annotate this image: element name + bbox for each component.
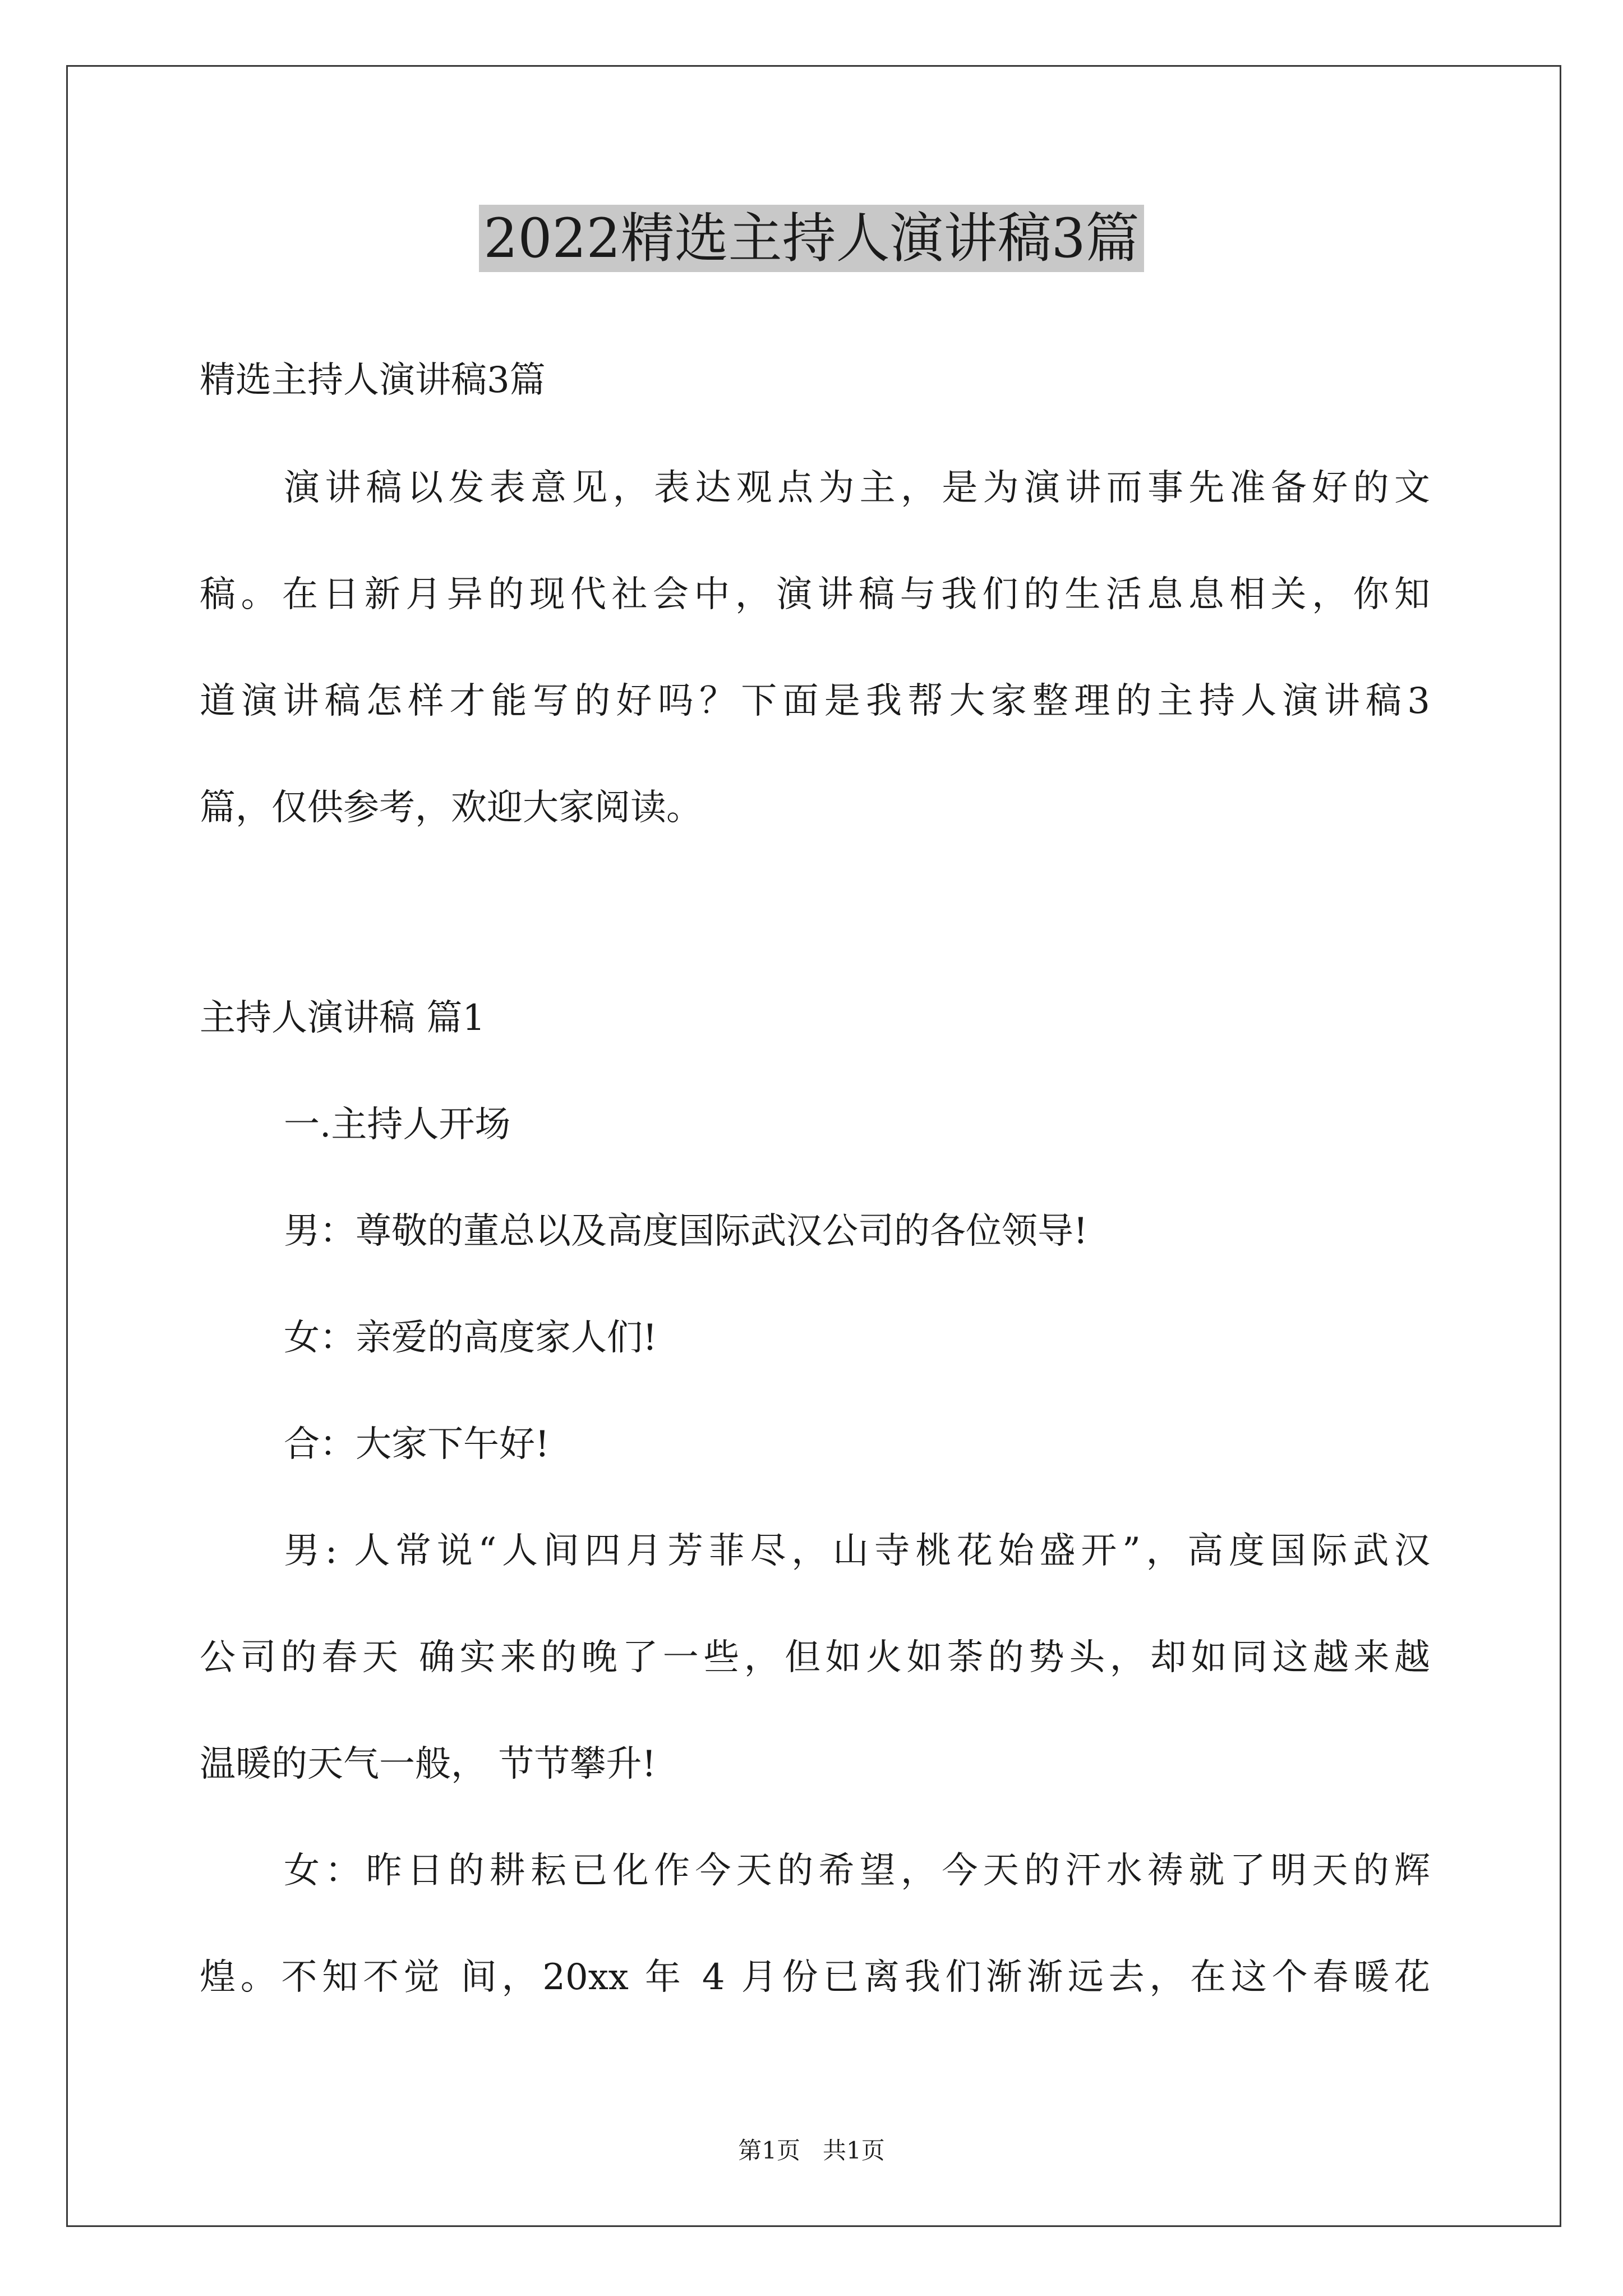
document-title <box>0 202 1623 275</box>
body-line-8: 煌。不知不觉 间，20xx 年 4 月份已离我们渐渐远去，在这个春暖花 <box>200 1957 1430 1998</box>
page-footer: 第1页 共1页 <box>738 2137 885 2164</box>
subheading: 一.主持人开场 <box>284 1104 511 1145</box>
body-line-4: 男: 人常说“人间四月芳菲尽，山寺桃花始盛开”，高度国际武汉 <box>284 1530 1430 1572</box>
body-line-6: 温暖的天气一般， 节节攀升! <box>200 1743 657 1785</box>
body-line-2: 女：亲爱的高度家人们! <box>284 1317 657 1359</box>
body-line-3: 合：大家下午好! <box>284 1424 550 1465</box>
document-subtitle: 精选主持人演讲稿3篇 <box>200 360 546 401</box>
intro-line-3: 道演讲稿怎样才能写的好吗？下面是我帮大家整理的主持人演讲稿3 <box>200 680 1430 722</box>
body-line-5: 公司的春天 确实来的晚了一些，但如火如荼的势头，却如同这越来越 <box>200 1637 1430 1678</box>
document-title-text: 2022精选主持人演讲稿3篇 <box>479 205 1144 272</box>
intro-line-4: 篇，仅供参考，欢迎大家阅读。 <box>200 787 702 829</box>
intro-line-1: 演讲稿以发表意见，表达观点为主，是为演讲而事先准备好的文 <box>284 467 1430 509</box>
section-heading: 主持人演讲稿 篇1 <box>200 997 486 1039</box>
body-line-7: 女：昨日的耕耘已化作今天的希望，今天的汗水祷就了明天的辉 <box>284 1850 1430 1892</box>
intro-line-2: 稿。在日新月异的现代社会中，演讲稿与我们的生活息息相关，你知 <box>200 574 1430 615</box>
body-line-1: 男：尊敬的董总以及高度国际武汉公司的各位领导! <box>284 1211 1088 1252</box>
